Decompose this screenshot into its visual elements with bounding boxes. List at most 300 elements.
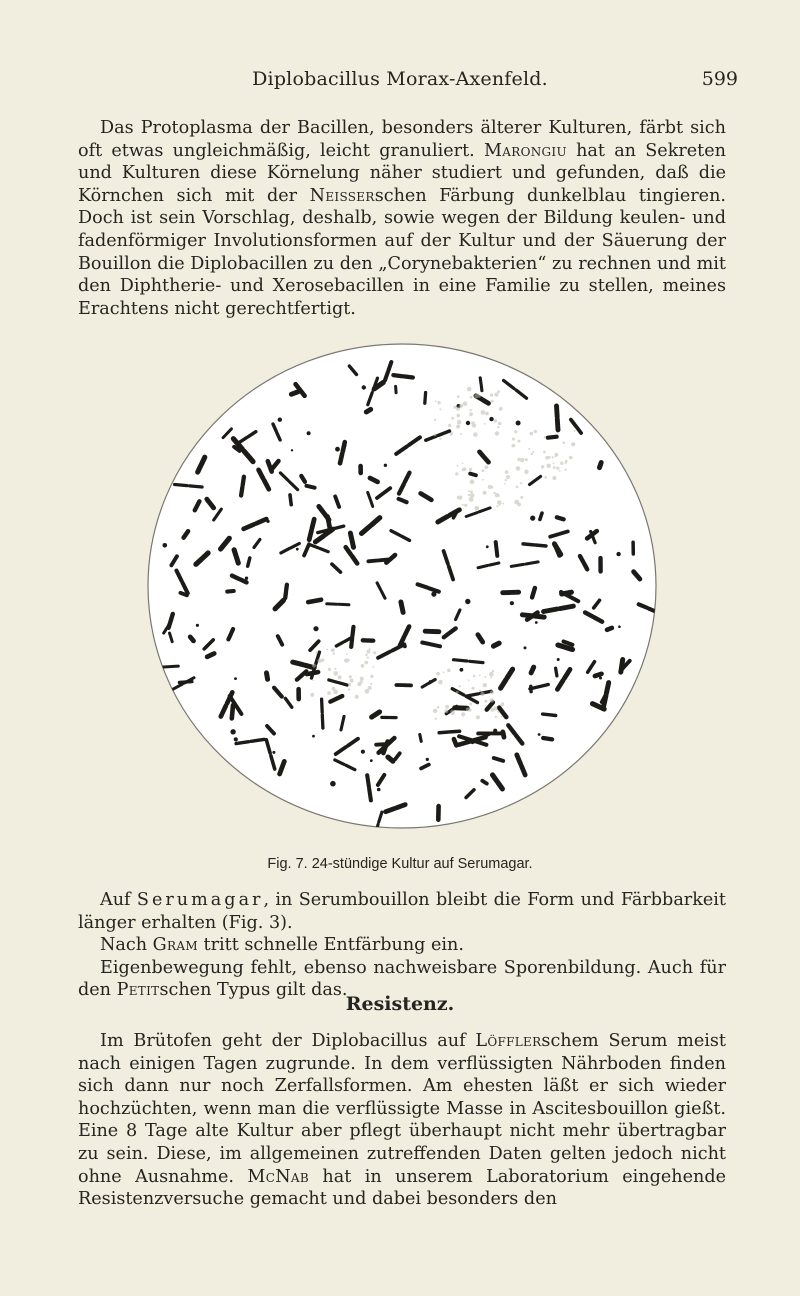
coccus-dot — [493, 729, 497, 733]
granule-dot — [451, 711, 455, 715]
medium-serumagar: Serumagar — [136, 890, 264, 910]
granule-dot — [451, 417, 454, 420]
bacillus-rod — [454, 660, 467, 661]
bacillus-rod — [494, 643, 500, 646]
granule-dot — [502, 503, 504, 505]
granule-dot — [469, 412, 473, 416]
coccus-dot — [196, 624, 199, 627]
granule-dot — [348, 688, 350, 690]
granule-dot — [505, 479, 507, 481]
granule-dot — [448, 424, 451, 427]
granule-dot — [456, 425, 460, 429]
bacillus-rod — [248, 558, 250, 566]
granule-dot — [451, 432, 453, 434]
author-petit: Petit — [116, 980, 160, 1001]
granule-dot — [490, 677, 492, 679]
granule-dot — [484, 676, 486, 678]
paragraph-text — [78, 117, 726, 320]
granule-dot — [457, 465, 459, 467]
bacillus-rod — [404, 376, 413, 377]
bacillus-rod — [432, 645, 440, 647]
bacillus-rod — [548, 437, 557, 438]
granule-dot — [553, 466, 556, 469]
text-run: Eigenbewegung fehlt, ebenso nachweisbare Sporenbildung. Auch für den — [78, 957, 726, 1001]
bacillus-rod — [386, 809, 395, 812]
bacillus-rod — [478, 566, 487, 568]
running-head — [0, 68, 800, 98]
granule-dot — [544, 476, 547, 479]
granule-dot — [547, 464, 551, 468]
granule-dot — [321, 658, 325, 662]
granule-dot — [501, 716, 503, 718]
bacillus-rod — [480, 378, 481, 384]
text-run: hat in unserem Laboratorium eingehende Resistenzversuche gemacht und dabei besonders den — [78, 1166, 726, 1210]
granule-dot — [479, 690, 481, 692]
granule-dot — [498, 422, 502, 426]
granule-dot — [474, 506, 479, 511]
granule-dot — [517, 458, 520, 461]
bacillus-rod — [202, 457, 205, 464]
bacillus-rod — [536, 545, 546, 546]
granule-dot — [310, 693, 314, 697]
bacillus-rod — [352, 541, 353, 548]
granule-dot — [565, 462, 567, 464]
coccus-dot — [361, 750, 365, 754]
granule-dot — [543, 451, 546, 454]
granule-dot — [517, 503, 521, 507]
granule-dot — [552, 476, 556, 480]
granule-dot — [469, 703, 472, 706]
granule-dot — [436, 672, 440, 676]
granule-dot — [439, 408, 441, 410]
bacillus-rod — [523, 544, 533, 545]
text-run: tritt schnelle Entfärbung ein. — [197, 935, 464, 956]
bacillus-rod — [543, 738, 552, 739]
granule-dot — [455, 472, 458, 475]
coccus-dot — [489, 417, 493, 421]
bacillus-rod — [388, 757, 393, 761]
bacillus-rod — [207, 654, 214, 657]
bacillus-rod — [526, 562, 538, 564]
granule-dot — [469, 497, 474, 502]
granule-dot — [470, 396, 473, 399]
granule-dot — [556, 467, 559, 470]
bacillus-rod — [543, 714, 549, 715]
granule-dot — [495, 493, 499, 497]
granule-dot — [472, 423, 476, 427]
granule-dot — [349, 675, 352, 678]
bacillus-rod — [496, 542, 498, 556]
granule-dot — [348, 683, 351, 686]
granule-dot — [489, 672, 494, 677]
coccus-dot — [426, 758, 429, 761]
author-mcnab: McNab — [247, 1166, 309, 1187]
granule-dot — [443, 671, 445, 673]
bacillus-rod — [211, 504, 214, 508]
bacillus-rod — [351, 638, 352, 647]
granule-dot — [512, 444, 516, 448]
bacillus-rod — [489, 563, 498, 565]
bacillus-rod — [169, 622, 171, 628]
granule-dot — [482, 469, 485, 472]
bacillus-rod — [503, 732, 504, 737]
bacillus-rod — [385, 372, 388, 380]
granule-dot — [569, 456, 573, 460]
granule-dot — [497, 390, 500, 393]
bacillus-rod — [232, 576, 239, 579]
granule-dot — [505, 470, 509, 474]
bacillus-rod — [301, 391, 305, 396]
granule-dot — [520, 482, 522, 484]
granule-dot — [372, 666, 374, 668]
granule-dot — [447, 669, 450, 672]
coccus-dot — [429, 680, 432, 683]
granule-dot — [476, 715, 480, 719]
running-title: Diplobacillus Morax-Axenfeld. — [252, 68, 548, 90]
granule-dot — [456, 691, 459, 694]
bacillus-rod — [511, 564, 523, 566]
granule-dot — [559, 470, 561, 472]
bacillus-rod — [236, 742, 249, 744]
coccus-dot — [384, 464, 387, 467]
coccus-dot — [163, 543, 168, 548]
granule-dot — [458, 496, 462, 500]
granule-dot — [364, 661, 368, 665]
granule-dot — [355, 695, 359, 699]
bacillus-rod — [339, 604, 349, 605]
granule-dot — [433, 709, 437, 713]
granule-dot — [457, 414, 461, 418]
granule-dot — [484, 423, 486, 425]
granule-dot — [360, 677, 364, 681]
coccus-dot — [538, 733, 541, 736]
bacillus-rod — [291, 392, 298, 395]
granule-dot — [494, 419, 498, 423]
coccus-dot — [234, 737, 238, 741]
bacillus-rod — [396, 805, 405, 808]
coccus-dot — [278, 418, 282, 422]
granule-dot — [490, 698, 494, 702]
bacillus-rod — [422, 643, 430, 645]
granule-dot — [490, 394, 493, 397]
bacillus-rod — [290, 495, 291, 505]
coccus-dot — [230, 729, 235, 734]
granule-dot — [435, 401, 437, 403]
coccus-dot — [291, 449, 293, 451]
granule-dot — [479, 674, 481, 676]
bacillus-rod — [309, 530, 311, 539]
bacillus-rod — [267, 673, 268, 679]
granule-dot — [490, 708, 494, 712]
coccus-dot — [599, 677, 602, 680]
granule-dot — [333, 652, 335, 654]
granule-dot — [552, 456, 554, 458]
granule-dot — [457, 420, 462, 425]
granule-dot — [496, 505, 498, 507]
section-heading: Resistenz. — [345, 993, 455, 1015]
granule-dot — [480, 692, 484, 696]
coccus-dot — [535, 621, 538, 624]
coccus-dot — [266, 520, 269, 523]
bacillus-rod — [531, 667, 534, 673]
granule-dot — [466, 707, 470, 711]
coccus-dot — [524, 646, 527, 649]
bacillus-rod — [369, 789, 371, 800]
bacillus-rod — [560, 531, 568, 533]
bacillus-rod — [550, 534, 558, 536]
granule-dot — [520, 496, 523, 499]
granule-dot — [462, 504, 464, 506]
granule-dot — [468, 679, 470, 681]
author-loeffler: Löffler — [475, 1031, 542, 1051]
granule-dot — [439, 438, 441, 440]
coccus-dot — [616, 552, 620, 556]
bacillus-rod — [566, 648, 573, 650]
author-neisser: Neisser — [309, 185, 375, 206]
granule-dot — [482, 479, 484, 481]
coccus-dot — [516, 421, 521, 426]
granule-dot — [470, 491, 473, 494]
bacillus-rod — [454, 739, 457, 745]
granule-dot — [484, 465, 488, 469]
bacillus-rod — [285, 592, 286, 598]
granule-dot — [521, 458, 524, 461]
coccus-dot — [486, 545, 489, 548]
granule-dot — [497, 426, 499, 428]
bacillus-rod — [482, 781, 487, 784]
granule-dot — [555, 453, 559, 457]
granule-dot — [470, 479, 475, 484]
bacillus-rod — [557, 419, 558, 430]
text-run: Im Brütofen geht der Diplobacillus auf — [100, 1031, 476, 1051]
granule-dot — [497, 500, 502, 505]
granule-dot — [472, 687, 475, 690]
granule-dot — [367, 650, 371, 654]
page-number: 599 — [701, 68, 738, 90]
granule-dot — [481, 410, 486, 415]
bacillus-rod — [175, 485, 188, 486]
granule-dot — [346, 659, 349, 662]
granule-dot — [312, 680, 314, 682]
granule-dot — [525, 458, 528, 461]
bacillus-rod — [293, 662, 303, 665]
bacillus-rod — [171, 614, 173, 620]
granule-dot — [468, 490, 470, 492]
bacillus-rod — [340, 454, 342, 464]
bacillus-rod — [198, 465, 201, 472]
coccus-dot — [234, 677, 237, 680]
bacillus-rod — [308, 600, 321, 602]
granule-dot — [492, 670, 494, 672]
granule-dot — [494, 393, 498, 397]
coccus-dot — [245, 577, 248, 580]
granule-dot — [334, 691, 337, 694]
bacillus-rod — [322, 699, 323, 712]
text-run: schem Serum meist nach einigen Tagen zugrunde. In dem verflüssigten Nährboden finden sich dann nur noch Zerfallsformen. Am ehesten läßt er sich wieder hochzüchten, wenn man die verflüssigte Masse in Ascitesbouillon gießt. Eine 8 Tage alte Kultur aber pflegt überhaupt nicht mehr übertragbar zu sein. Diese, im allgemeinen zutreffenden Daten gelten jedoch nicht ohne Ausnahme. — [78, 1031, 726, 1187]
granule-dot — [495, 716, 497, 718]
bacillus-rod — [560, 606, 574, 609]
bacillus-rod — [439, 732, 448, 733]
text-run: schen Färbung dunkelblau tingieren. Doch ist sein Vorschlag, deshalb, sowie wegen der Bildung keulen- und fadenförmiger Involutionsformen auf der Kultur und der Säuerung der Bouillon die Diplobacillen zu den „Corynebakterien“ zu rechnen und mit den Diphtherie- und Xerosebacillen in eine Familie zu stellen, meines Erachtens nicht gerechtfertigt. — [78, 185, 726, 319]
paragraph-protoplasm — [78, 117, 726, 320]
granule-dot — [548, 456, 551, 459]
bacillus-rod — [544, 609, 558, 612]
granule-dot — [328, 668, 331, 671]
granule-dot — [312, 664, 316, 668]
granule-dot — [512, 438, 515, 441]
coccus-dot — [510, 601, 514, 605]
coccus-dot — [465, 599, 470, 604]
coccus-dot — [403, 645, 407, 649]
granule-dot — [464, 504, 467, 507]
granule-dot — [467, 387, 472, 392]
bacillus-rod — [401, 602, 403, 612]
bacillus-rod — [366, 409, 370, 412]
granule-dot — [565, 469, 567, 471]
bacillus-rod — [607, 628, 612, 630]
granule-dot — [316, 652, 318, 654]
coccus-dot — [370, 759, 373, 762]
granule-dot — [491, 400, 494, 403]
granule-dot — [483, 683, 487, 687]
granule-dot — [445, 709, 449, 713]
granule-dot — [456, 407, 460, 411]
bacillus-rod — [595, 674, 602, 676]
coccus-dot — [460, 668, 464, 672]
coccus-dot — [466, 421, 470, 425]
coccus-dot — [618, 625, 621, 628]
coccus-dot — [312, 735, 315, 738]
bacillus-rod — [450, 731, 459, 732]
granule-dot — [338, 675, 342, 679]
granule-dot — [461, 712, 465, 716]
granule-dot — [463, 401, 468, 406]
bacillus-rod — [240, 579, 247, 582]
coccus-dot — [296, 548, 299, 551]
bacillus-rod — [396, 386, 397, 392]
coccus-dot — [313, 626, 318, 631]
granule-dot — [333, 671, 338, 676]
coccus-dot — [307, 431, 311, 435]
coccus-dot — [330, 781, 336, 787]
granule-dot — [438, 680, 443, 685]
bacillus-rod — [190, 486, 203, 487]
granule-dot — [459, 685, 461, 687]
granule-dot — [484, 700, 487, 703]
granule-dot — [473, 675, 476, 678]
coccus-dot — [362, 385, 366, 389]
bacillus-rod — [227, 591, 233, 592]
text-run: Nach — [100, 935, 153, 956]
granule-dot — [368, 686, 372, 690]
granule-dot — [437, 401, 440, 404]
bacillus-rod — [236, 557, 238, 563]
granule-dot — [474, 394, 479, 399]
coccus-dot — [431, 592, 436, 597]
granule-dot — [462, 462, 464, 464]
bacillus-rod — [550, 715, 556, 716]
bacillus-rod — [329, 525, 330, 532]
bacillus-rod — [557, 517, 564, 519]
paragraph-serumagar — [78, 889, 726, 1002]
bacillus-rod — [470, 661, 483, 662]
granule-dot — [560, 462, 563, 465]
bacillus-rod — [190, 637, 193, 641]
granule-dot — [370, 675, 373, 678]
bacillus-rod — [371, 500, 373, 506]
granule-dot — [571, 442, 575, 446]
microscope-figure — [140, 334, 660, 839]
bacillus-rod — [420, 735, 421, 742]
granule-dot — [470, 409, 472, 411]
granule-dot — [462, 468, 466, 472]
bacillus-rod — [600, 463, 602, 468]
granule-dot — [434, 434, 437, 437]
granule-dot — [435, 718, 437, 720]
bacillus-rod — [389, 362, 392, 370]
granule-dot — [516, 486, 519, 489]
bacillus-rod — [584, 563, 587, 569]
bacillus-rod — [179, 682, 192, 683]
granule-dot — [497, 711, 499, 713]
bacillus-rod — [467, 694, 478, 696]
granule-dot — [437, 706, 440, 709]
granule-dot — [495, 431, 499, 435]
text-run: Das Protoplasma der Bacillen, besonders älterer Kulturen, färbt sich oft etwas ungleichmäßig, leicht granuliert. — [78, 118, 726, 161]
granule-dot — [365, 689, 370, 694]
text-run: Auf — [100, 890, 137, 910]
paragraph-resistance — [78, 1030, 726, 1211]
paragraph-text — [78, 1030, 726, 1211]
bacillus-rod — [241, 487, 242, 496]
coccus-dot — [530, 516, 535, 521]
granule-dot — [373, 651, 376, 654]
granule-dot — [334, 668, 336, 670]
coccus-dot — [298, 389, 301, 392]
granule-dot — [485, 412, 489, 416]
bacillus-rod — [307, 486, 315, 488]
granule-dot — [563, 441, 566, 444]
bacillus-rod — [540, 685, 548, 687]
bacillus-rod — [532, 588, 535, 597]
granule-dot — [445, 705, 449, 709]
granule-dot — [517, 440, 520, 443]
bacillus-rod — [540, 513, 542, 519]
figure-caption: Fig. 7. 24-stündige Kultur auf Serumagar. — [267, 856, 533, 872]
bacillus-rod — [312, 519, 314, 528]
granule-dot — [457, 395, 460, 398]
granule-dot — [528, 448, 530, 450]
granule-dot — [473, 432, 478, 437]
coccus-dot — [557, 658, 560, 661]
bacillus-rod — [232, 705, 233, 718]
granule-dot — [565, 460, 568, 463]
bacillus-rod — [368, 561, 377, 562]
granule-dot — [350, 679, 354, 683]
microscope-field-circle — [148, 344, 656, 828]
coccus-dot — [377, 788, 381, 792]
granule-dot — [504, 483, 506, 485]
author-gram: Gram — [152, 935, 198, 956]
bacillus-rod — [278, 693, 282, 697]
granule-dot — [326, 648, 328, 650]
granule-dot — [332, 687, 336, 691]
text-run: , in Serumbouillon bleibt die Form und Färbbarkeit länger erhalten (Fig. 3). — [78, 890, 726, 933]
granule-dot — [346, 653, 348, 655]
author-marongiu: Marongiu — [483, 140, 567, 161]
bacteria-culture-illustration — [140, 334, 660, 839]
granule-dot — [490, 690, 494, 694]
